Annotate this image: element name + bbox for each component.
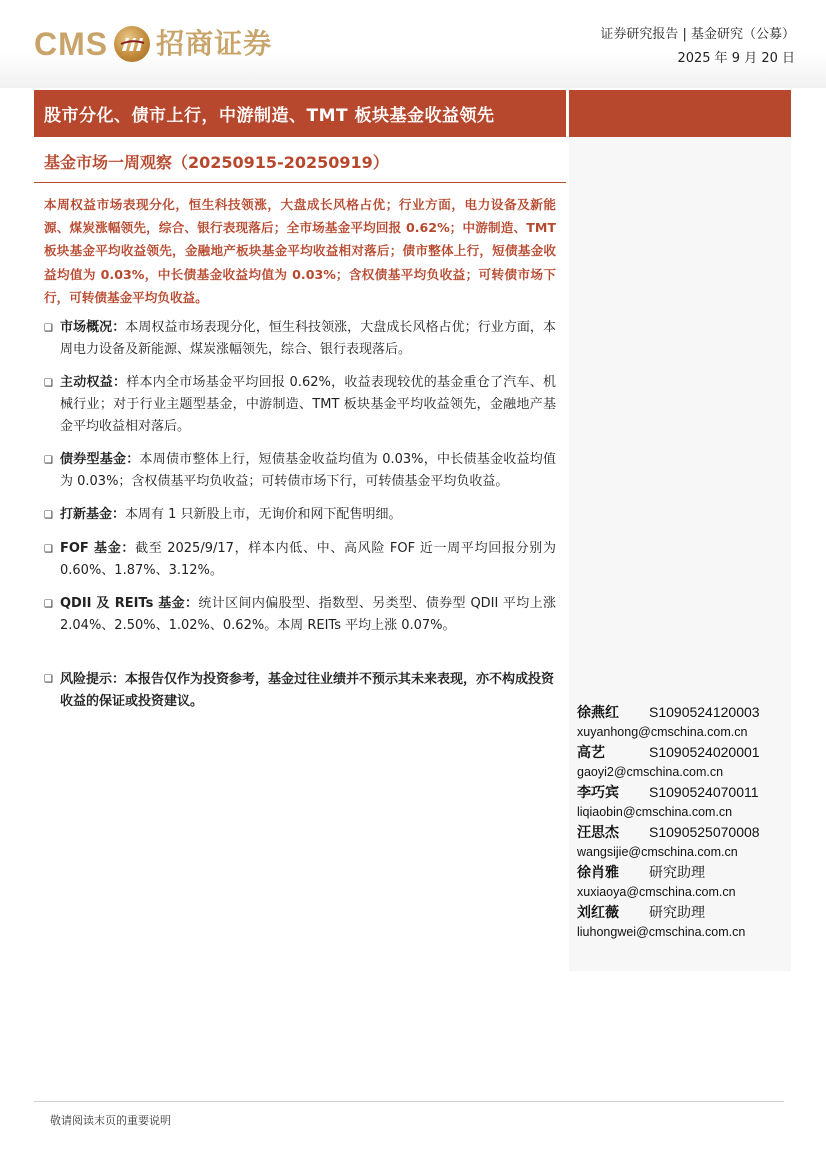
report-title: 股市分化、债市上行，中游制造、TMT 板块基金收益领先	[44, 106, 495, 126]
bullet-text: 本周债市整体上行，短债基金收益均值为 0.03%，中长债基金收益均值为 0.03%；含权债基平均负收益；可转债市场下行，可转债基金平均负收益。	[60, 452, 556, 489]
analyst-code: 研究助理	[649, 904, 705, 920]
report-date: 2025 年 9 月 20 日	[677, 51, 795, 66]
side-header-bar	[569, 90, 791, 137]
bullet-qdii-reits	[44, 593, 556, 637]
analyst-email[interactable]: wangsijie@cmschina.com.cn	[577, 845, 738, 859]
checkbox-bullet-icon: ❑	[44, 455, 53, 466]
bullet-text: 本周有 1 只新股上市，无询价和网下配售明细。	[125, 507, 402, 522]
bullet-lead: 打新基金：	[60, 507, 126, 522]
report-type: 证券研究报告 | 基金研究（公募）	[600, 27, 795, 42]
analyst-name: 徐燕红	[577, 705, 619, 721]
analyst-entry	[577, 902, 787, 942]
logo-chinese-name: 招商证券	[156, 27, 273, 60]
analyst-name: 徐肖雅	[577, 865, 619, 881]
bullet-text: 统计区间内偏股型、指数型、另类型、债券型 QDII 平均上涨 2.04%、2.50%、1.02%、0.62%。本周 REITs 平均上涨 0.07%。	[60, 596, 556, 633]
risk-warning	[44, 669, 556, 713]
bullet-active-equity	[44, 372, 556, 438]
checkbox-bullet-icon: ❑	[44, 544, 53, 555]
bullet-text: 样本内全市场基金平均回报 0.62%，收益表现较优的基金重仓了汽车、机械行业；对于行业主题型基金，中游制造、TMT 板块基金平均收益领先，金融地产基金平均收益相对落后。	[60, 375, 556, 434]
analyst-email[interactable]: liuhongwei@cmschina.com.cn	[577, 925, 746, 939]
checkbox-bullet-icon: ❑	[44, 378, 53, 389]
company-logo	[34, 24, 272, 64]
analyst-list	[577, 702, 787, 942]
bullet-fof-funds	[44, 538, 556, 582]
checkbox-bullet-icon: ❑	[44, 674, 53, 685]
subtitle-divider	[34, 182, 566, 183]
title-bar	[34, 90, 566, 137]
analyst-name: 刘红薇	[577, 905, 619, 921]
analyst-email[interactable]: xuxiaoya@cmschina.com.cn	[577, 885, 736, 899]
risk-text: 风险提示：本报告仅作为投资参考，基金过往业绩并不预示其未来表现，亦不构成投资收益的保证或投资建议。	[60, 672, 555, 709]
report-meta	[600, 27, 795, 67]
bullet-bond-funds	[44, 449, 556, 493]
checkbox-bullet-icon: ❑	[44, 510, 53, 521]
checkbox-bullet-icon: ❑	[44, 599, 53, 610]
footer-divider	[34, 1101, 784, 1102]
bullet-lead: QDII 及 REITs 基金：	[60, 596, 199, 611]
analyst-entry	[577, 742, 787, 782]
analyst-name: 高艺	[577, 745, 605, 761]
analyst-entry	[577, 822, 787, 862]
analyst-code: S1090525070008	[649, 824, 760, 840]
bullet-ipo-funds	[44, 504, 556, 527]
analyst-entry	[577, 862, 787, 902]
logo-emblem-icon	[114, 26, 150, 62]
analyst-code: S1090524020001	[649, 744, 760, 760]
bullet-lead: 主动权益：	[60, 375, 127, 390]
analyst-code: 研究助理	[649, 864, 705, 880]
bullet-lead: FOF 基金：	[60, 541, 136, 556]
bullet-text: 本周权益市场表现分化，恒生科技领涨，大盘成长风格占优；行业方面，本周电力设备及新能源、煤炭涨幅领先，综合、银行表现落后。	[60, 320, 556, 357]
analyst-code: S1090524120003	[649, 704, 760, 720]
analyst-email[interactable]: xuyanhong@cmschina.com.cn	[577, 725, 748, 739]
checkbox-bullet-icon: ❑	[44, 323, 53, 334]
summary-paragraph: 本周权益市场表现分化，恒生科技领涨，大盘成长风格占优；行业方面，电力设备及新能源、煤炭涨幅领先，综合、银行表现落后；全市场基金平均回报 0.62%；中游制造、TMT 板块基金平均收益领先，金融地产板块基金平均收益相对落后；债市整体上行，短债基金收益均值为 0.03%，中长债基金收益均值为 0.03%；含权债基平均负收益；可转债市场下行，可转债基金平均负收益。	[44, 197, 556, 305]
analyst-entry	[577, 702, 787, 742]
report-subtitle: 基金市场一周观察（20250915-20250919）	[44, 153, 389, 172]
bullet-text: 截至 2025/9/17，样本内低、中、高风险 FOF 近一周平均回报分别为 0.60%、1.87%、3.12%。	[60, 541, 556, 578]
bullet-lead: 市场概况：	[60, 320, 126, 335]
bullet-list	[44, 317, 556, 648]
analyst-entry	[577, 782, 787, 822]
analyst-email[interactable]: gaoyi2@cmschina.com.cn	[577, 765, 724, 779]
footer-notice: 敬请阅读末页的重要说明	[50, 1114, 171, 1127]
analyst-email[interactable]: liqiaobin@cmschina.com.cn	[577, 805, 733, 819]
logo-cms-text: CMS	[34, 26, 109, 62]
analyst-name: 李巧宾	[577, 785, 619, 801]
analyst-name: 汪思杰	[577, 825, 619, 841]
bullet-lead: 债券型基金：	[60, 452, 140, 467]
analyst-code: S1090524070011	[649, 784, 759, 800]
bullet-market-overview	[44, 317, 556, 361]
